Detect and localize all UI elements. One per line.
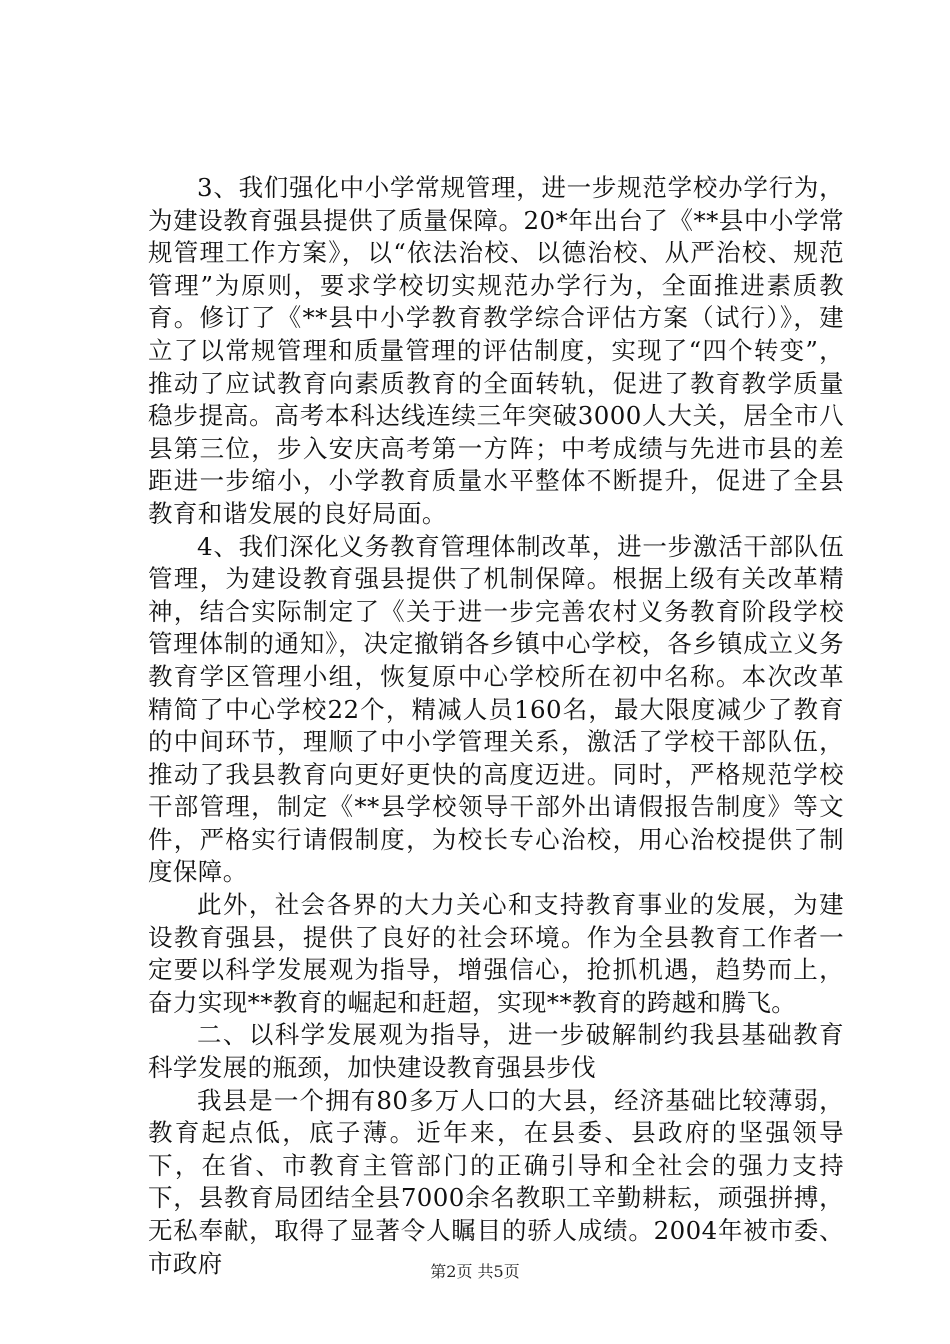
paragraph-management-reform: 4、我们深化义务教育管理体制改革，进一步激活干部队伍管理，为建设教育强县提供了机制保障。根据上级有关改革精神，结合实际制定了《关于进一步完善农村义务教育阶段学校管理体制的通知》，决定撤销各乡镇中心学校，各乡镇成立义务教育学区管理小组，恢复原中心学校所在初中名称。本次改革精简了中心学校22个，精减人员160名，最大限度减少了教育的中间环节，理顺了中小学管理关系，激活了学校干部队伍，推动了我县教育向更好更快的高度迈进。同时，严格规范学校干部管理，制定《**县学校领导干部外出请假报告制度》等文件，严格实行请假制度，为校长专心治校，用心治校提供了制度保障。 <box>148 531 844 887</box>
section-heading: 二、以科学发展观为指导，进一步破解制约我县基础教育科学发展的瓶颈，加快建设教育强县步伐 <box>148 1020 844 1083</box>
paragraph-county-overview: 我县是一个拥有80多万人口的大县，经济基础比较薄弱，教育起点低，底子薄。近年来，在县委、县政府的坚强领导下，在省、市教育主管部门的正确引导和全社会的强力支持下，县教育局团结全县7000余名教职工辛勤耕耘，顽强拼搏，无私奉献，取得了显著令人瞩目的骄人成绩。2004年被市委、市政府 <box>148 1085 844 1278</box>
paragraph-social-support: 此外，社会各界的大力关心和支持教育事业的发展，为建设教育强县，提供了良好的社会环境。作为全县教育工作者一定要以科学发展观为指导，增强信心，抢抓机遇，趋势而上，奋力实现**教育的崛起和赶超，实现**教育的跨越和腾飞。 <box>148 890 844 1017</box>
page-number-footer: 第2页 共5页 <box>430 1262 520 1281</box>
paragraph-regular-management: 3、我们强化中小学常规管理，进一步规范学校办学行为，为建设教育强县提供了质量保障。20*年出台了《**县中小学常规管理工作方案》，以“依法治校、以德治校、从严治校、规范管理”为原则，要求学校切实规范办学行为，全面推进素质教育。修订了《**县中小学教育教学综合评估方案（试行）》，建立了以常规管理和质量管理的评估制度，实现了“四个转变”，推动了应试教育向素质教育的全面转轨，促进了教育教学质量稳步提高。高考本科达线连续三年突破3000人大关，居全市八县第三位，步入安庆高考第一方阵；中考成绩与先进市县的差距进一步缩小，小学教育质量水平整体不断提升，促进了全县教育和谐发展的良好局面。 <box>148 173 844 528</box>
document-body <box>148 172 844 1280</box>
